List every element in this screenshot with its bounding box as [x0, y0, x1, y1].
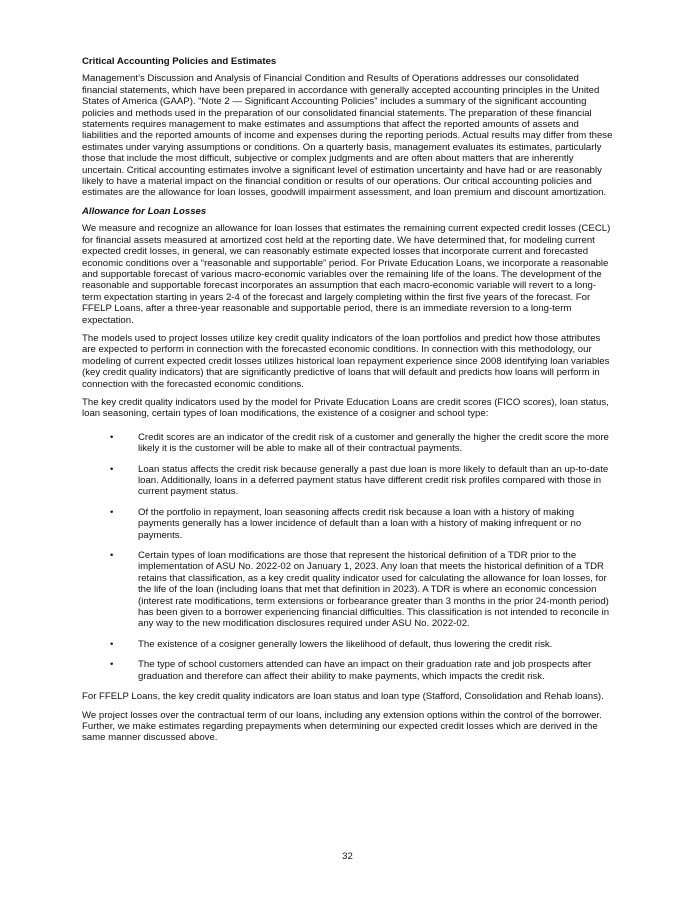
list-item	[82, 507, 615, 541]
list-item	[82, 464, 615, 498]
list-item	[82, 550, 615, 630]
credit-quality-indicator-list	[82, 432, 615, 682]
intro-paragraph: Management’s Discussion and Analysis of Financial Condition and Results of Operations addresses our consolidated financial statements, which have been prepared in accordance with generally accepted accounting principles in the United States of America (GAAP). “Note 2 — Significant Accounting Policies” includes a summary of the significant accounting policies and methods used in the preparation of our consolidated financial statements. The preparation of these financial statements requires management to make estimates and assumptions that affect the reported amounts of assets and liabilities and the reported amounts of income and expenses during the reporting periods. Actual results may differ from these estimates under varying assumptions or conditions. On a quarterly basis, management evaluates its estimates, particularly those that include the most difficult, subjective or complex judgments and are often about matters that are inherently uncertain. Critical accounting estimates involve a significant level of estimation uncertainty and have had or are reasonably likely to have a material impact on the financial condition or results of our operations. Our critical accounting policies and estimates are the allowance for loan losses, goodwill impairment assessment, and loan premium and discount amortization.	[82, 73, 613, 199]
list-item	[82, 639, 615, 650]
list-item-text: Certain types of loan modifications are those that represent the historical definition of a TDR prior to the implementation of ASU No. 2022-02 on January 1, 2023. Any loan that meets the historical definition of a TDR retains that classification, as a key credit quality indicator used for calculating the allowance for loan losses, for the life of the loan (including loans that met that definition in 2023). A TDR is where an economic concession (interest rate modifications, term extensions or forbearance greater than 3 months in the prior 24-month period) has been given to a borrower experiencing financial difficulties. This classification is not intended to reconcile in any way to the new modification disclosures required under ASU No. 2022-02.	[138, 550, 610, 630]
closing-paragraph-2: We project losses over the contractual term of our loans, including any extension options within the control of the borrower. Further, we make estimates regarding prepayments when determining our expected credit losses which are derived in the same manner discussed above.	[82, 709, 602, 744]
bullet-icon: •	[110, 431, 114, 443]
closing-paragraph-1: For FFELP Loans, the key credit quality indicators are loan status and loan type (Stafford, Consolidation and Rehab loans).	[82, 691, 604, 703]
list-item	[82, 659, 615, 682]
list-item-text: The type of school customers attended can have an impact on their graduation rate and job prospects after graduation and therefore can affect their ability to make payments, which impacts the credit risk.	[138, 659, 592, 682]
list-item-text: The existence of a cosigner generally lowers the likelihood of default, thus lowering the credit risk.	[138, 638, 553, 650]
list-item-text: Credit scores are an indicator of the credit risk of a customer and generally the higher the credit score the more likely it is the customer will be able to make all of their contractual payments.	[138, 431, 609, 455]
bullet-icon: •	[110, 638, 114, 650]
list-item	[82, 432, 615, 455]
allowance-paragraph-3: The key credit quality indicators used by the model for Private Education Loans are credit scores (FICO scores), loan status, loan seasoning, certain types of loan modifications, the existence of a cosigner and school type:	[82, 396, 609, 420]
bullet-icon: •	[110, 550, 114, 562]
allowance-paragraph-2: The models used to project losses utilize key credit quality indicators of the loan portfolios and predict how those attributes are expected to perform in connection with the forecasted economic conditions. In connection with this methodology, our modeling of current expected credit losses utilizes historical loan repayment experience since 2008 identifying loan variables (key credit quality indicators) that are significantly predictive of loans that will default and predicts how loans will perform in connection with the forecasted economic conditions.	[82, 332, 610, 390]
document-page	[82, 56, 615, 751]
bullet-icon: •	[110, 659, 114, 671]
bullet-icon: •	[110, 463, 114, 475]
subsection-heading: Allowance for Loan Losses	[82, 205, 207, 217]
list-item-text: Of the portfolio in repayment, loan seasoning affects credit risk because a loan with a history of making payments generally has a lower incidence of default than a loan with a history of making infrequent or no payments.	[138, 506, 582, 541]
page-number: 32	[342, 851, 353, 862]
bullet-icon: •	[110, 506, 114, 518]
list-item-text: Loan status affects the credit risk because generally a past due loan is more likely to default than an up-to-date loan. Additionally, loans in a deferred payment status have different credit risk profiles compared with those in current payment status.	[138, 463, 609, 498]
allowance-paragraph-1: We measure and recognize an allowance for loan losses that estimates the remaining current expected credit losses (CECL) for financial assets measured at amortized cost held at the reporting date. We have determined that, for modeling current expected credit losses, in general, we can reasonably estimate expected losses that incorporate current and forecasted economic conditions over a “reasonable and supportable” period. For Private Education Loans, we incorporate a reasonable and supportable forecast of various macro-economic variables over the remaining life of the loans. The development of the reasonable and supportable forecast incorporates an assumption that each macro-economic variable will revert to a long-term expectation starting in years 2-4 of the forecast and largely completing within the first five years of the forecast. For FFELP Loans, after a three-year reasonable and supportable period, there is an immediate reversion to a long-term expectation.	[82, 223, 611, 326]
section-heading: Critical Accounting Policies and Estimates	[82, 56, 277, 67]
